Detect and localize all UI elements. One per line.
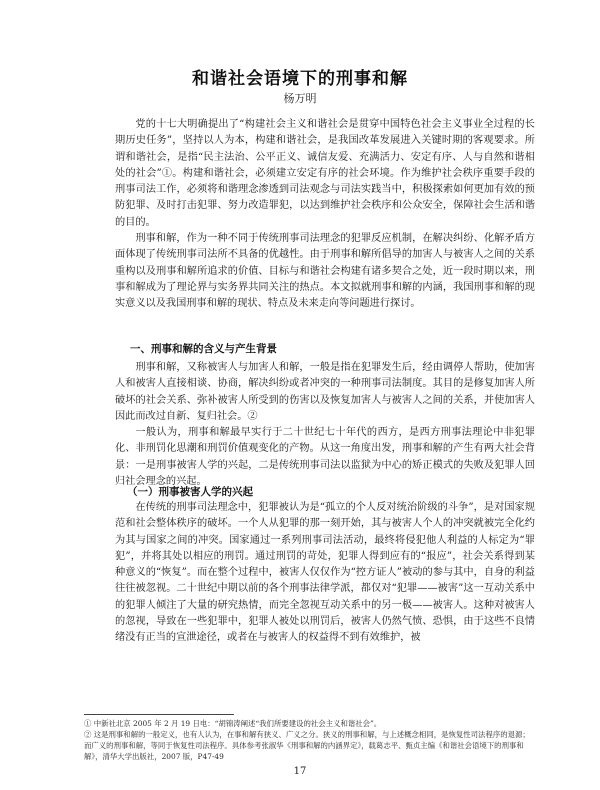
section-heading-1: 一、刑事和解的含义与产生背景 bbox=[130, 343, 277, 355]
footnote-1: ① 中新社北京 2005 年 2 月 19 日电：“胡锦涛阐述“我们所要建设的社会主义和谐社会”。 bbox=[84, 719, 382, 728]
section-1-paragraph-1: 刑事和解，又称被害人与加害人和解，一般是指在犯罪发生后，经由调停人帮助，使加害人和被害人直接相谈、协商，解决纠纷或者冲突的一种刑事司法制度。其目的是修复加害人所破坏的社会关系、弥补被害人所受到的伤害以及恢复加害人与被害人之间的关系，并使加害人因此而改过自新、复归社会。② bbox=[115, 362, 535, 422]
intro-section bbox=[115, 117, 535, 313]
page-number: 17 bbox=[293, 766, 307, 777]
intro-paragraph-1: 党的十七大明确提出了“构建社会主义和谐社会是贯穿中国特色社会主义事业全过程的长期历史任务”，坚持以人为本，构建和谐社会，是我国改革发展进入关键时期的客观要求。所谓和谐社会，是指“民主法治、公平正义、诚信友爱、充满活力、安定有序、人与自然和谐相处的社会”①。构建和谐社会，必须建立安定有序的社会环境。作为维护社会秩序重要手段的刑事司法工作，必须将和谐理念渗透到司法观念与司法实践当中，积极探索如何更加有效的预防犯罪、及时打击犯罪、努力改造罪犯，以达到维护社会秩序和公众安全，保障社会生活和谐的目的。 bbox=[115, 119, 535, 228]
footnote-2: ② 这是刑事和解的一般定义，也有人认为，在事和解有狭义、广义之分。狭义的刑事和解，与上述概念相同，是恢复性司法程序的退源；而广义的刑事和解，等同于恢复性司法程序。具体参考张淑华《刑事和解的内涵界定》，载葛志平、甄贞主编《和谐社会语境下的刑事和解》，清华大学出版社，2007 版，P47-49 bbox=[84, 730, 530, 761]
section-1-body bbox=[115, 360, 535, 490]
section-1-paragraph-2: 一般认为，刑事和解最早实行于二十世纪七十年代的西方，是西方刑事法理论中非犯罪化、非刑罚化思潮和刑罚价值观变化的产物。从这一角度出发，刑事和解的产生有两大社会背景：一是刑事被害人学的兴起，二是传统刑事司法以监狱为中心的矫正模式的失败及犯罪人回归社会理念的兴起。 bbox=[115, 427, 535, 488]
intro-paragraph-2: 刑事和解，作为一种不同于传统刑事司法理念的犯罪反应机制，在解决纠纷、化解矛盾方面体现了传统刑事司法所不具备的优越性。由于刑事和解所倡导的加害人与被害人之间的关系重构以及刑事和解所追求的价值、目标与和谐社会构建有诸多契合之处，近一段时期以来，刑事和解成为了理论界与实务界共同关注的热点。本文拟就刑事和解的内涵，我国刑事和解的现实意义以及我国刑事和解的现状、特点及未来走向等问题进行探讨。 bbox=[115, 233, 535, 310]
subsection-1-body bbox=[115, 500, 535, 647]
subsection-heading-1: （一）刑事被害人学的兴起 bbox=[127, 486, 253, 498]
subsection-1-paragraph-1: 在传统的刑事司法理念中，犯罪被认为是“孤立的个人反对统治阶级的斗争”，是对国家规范和社会整体秩序的破坏。一个人从犯罪的那一刻开始，其与被害人个人的冲突就被完全化约为其与国家之间的冲突。国家通过一系列刑事司法活动，最终将侵犯他人利益的人标定为“罪犯”，并将其处以相应的刑罚。通过刑罚的苛处，犯罪人得到应有的“报应”，社会关系得到某种意义的“恢复”。而在整个过程中，被害人仅仅作为“控方证人”被动的参与其中，自身的利益往往被忽视。二十世纪中期以前的各个刑事法律学派，都仅对“犯罪——被害”这一互动关系中的犯罪人倾注了大量的研究热情，而完全忽视互动关系中的另一极——被害人。这种对被害人的忽视，导致在一些犯罪中，犯罪人被处以刑罚后，被害人仍然气愤、恐惧，由于这些不良情绪没有正当的宣泄途径，或者在与被害人的权益得不到有效维护，被 bbox=[115, 502, 535, 644]
article-author: 杨万明 bbox=[283, 92, 317, 105]
footnotes bbox=[84, 718, 534, 762]
footnote-divider bbox=[84, 714, 234, 715]
article-title: 和谐社会语境下的刑事和解 bbox=[192, 69, 408, 89]
